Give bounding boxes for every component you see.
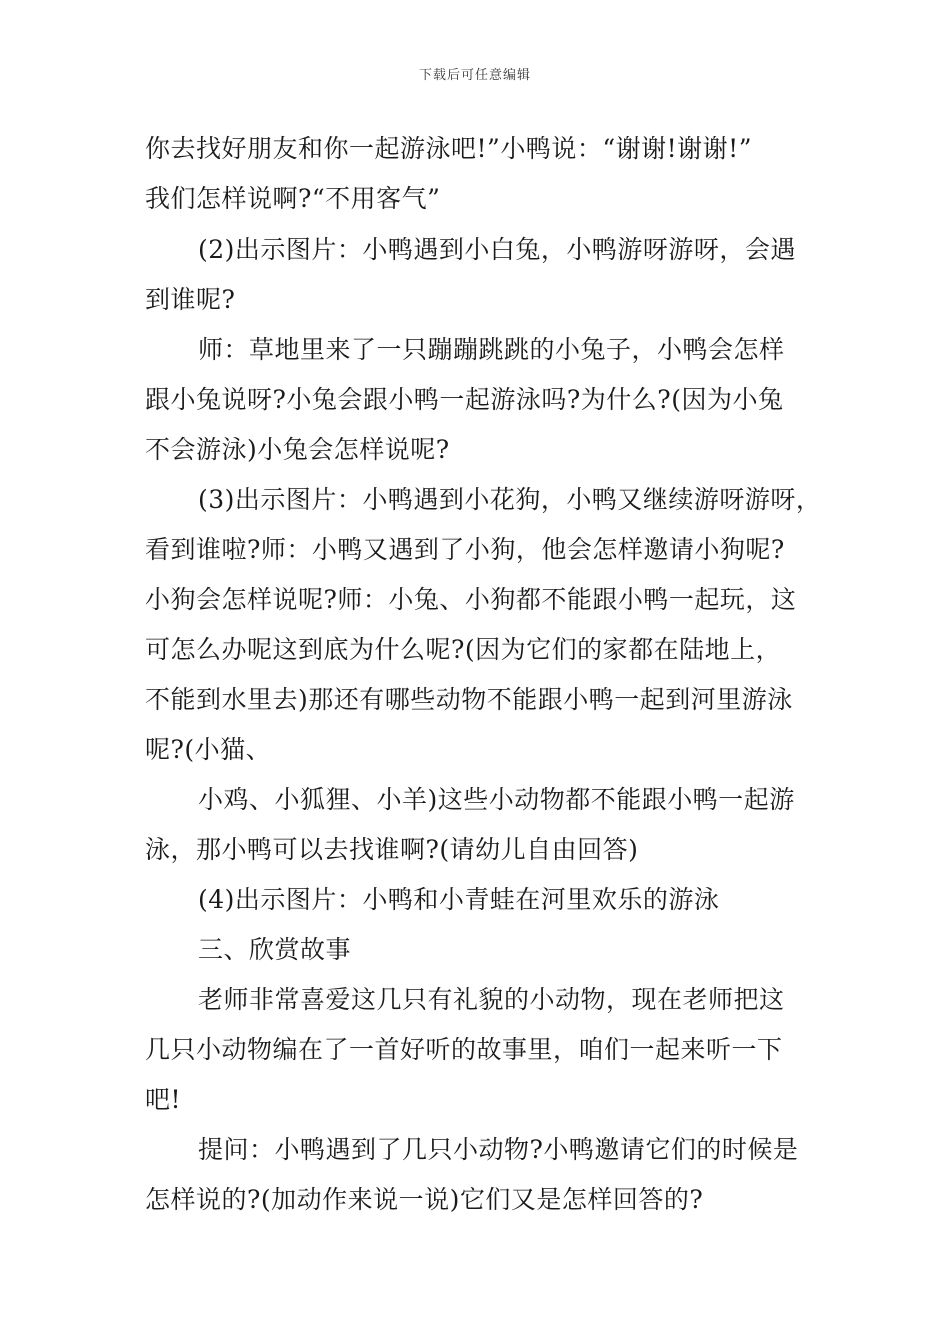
body-line: 可怎么办呢这到底为什么呢?(因为它们的家都在陆地上，	[145, 635, 782, 664]
body-line: 看到谁啦?师：小鸭又遇到了小狗，他会怎样邀请小狗呢?	[145, 535, 785, 564]
page-header: 下载后可任意编辑	[418, 68, 531, 83]
body-line: 泳，那小鸭可以去找谁啊?(请幼儿自由回答)	[145, 835, 639, 864]
body-line: 跟小兔说呀?小兔会跟小鸭一起游泳吗?为什么?(因为小兔	[145, 385, 784, 414]
body-line: (3)出示图片：小鸭遇到小花狗，小鸭又继续游呀游呀，	[198, 485, 822, 514]
body-line: 不会游泳)小兔会怎样说呢?	[145, 435, 450, 464]
body-line: 到谁呢?	[145, 285, 236, 314]
body-line: 不能到水里去)那还有哪些动物不能跟小鸭一起到河里游泳	[145, 685, 793, 714]
body-line: 我们怎样说啊?“不用客气”	[145, 184, 441, 213]
body-line: 小鸡、小狐狸、小羊)这些小动物都不能跟小鸭一起游	[198, 785, 795, 814]
body-line: 呢?(小猫、	[145, 735, 272, 764]
body-line: (4)出示图片：小鸭和小青蛙在河里欢乐的游泳	[198, 885, 720, 914]
body-line: (2)出示图片：小鸭遇到小白兔，小鸭游呀游呀，会遇	[198, 235, 796, 264]
body-line: 师：草地里来了一只蹦蹦跳跳的小兔子，小鸭会怎样	[198, 335, 785, 364]
section-heading: 三、欣赏故事	[198, 935, 352, 964]
body-line: 老师非常喜爱这几只有礼貌的小动物，现在老师把这	[198, 985, 785, 1014]
body-line: 怎样说的?(加动作来说一说)它们又是怎样回答的?	[145, 1185, 704, 1214]
body-line: 提问：小鸭遇到了几只小动物?小鸭邀请它们的时候是	[198, 1135, 799, 1164]
body-line: 几只小动物编在了一首好听的故事里，咱们一起来听一下	[145, 1035, 783, 1064]
body-line: 你去找好朋友和你一起游泳吧!”小鸭说：“谢谢!谢谢!”	[145, 134, 752, 163]
body-line: 小狗会怎样说呢?师：小兔、小狗都不能跟小鸭一起玩，这	[145, 585, 797, 614]
body-line: 吧!	[145, 1085, 182, 1114]
